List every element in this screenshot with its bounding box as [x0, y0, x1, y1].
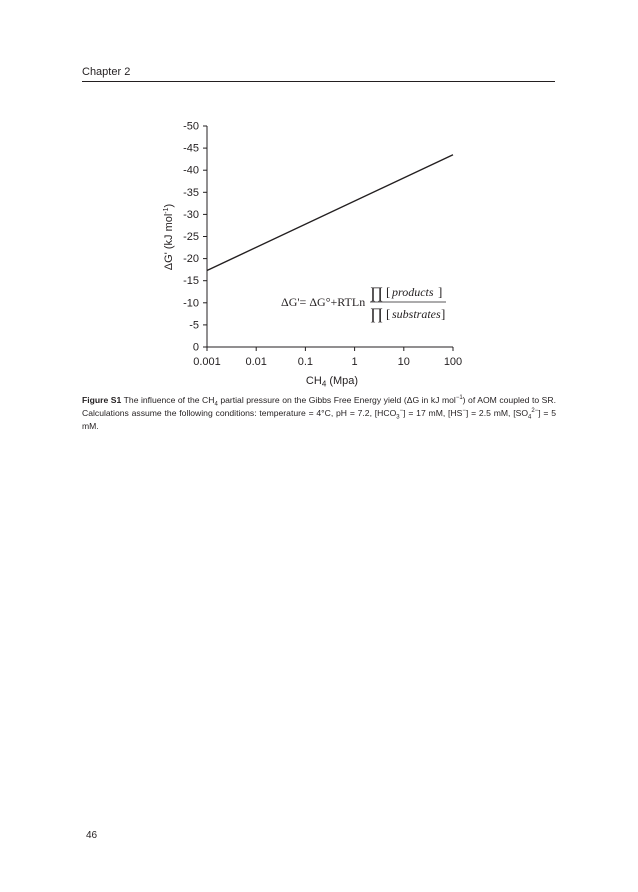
y-tick-label: -10	[183, 297, 199, 310]
caption-sup: −	[399, 408, 404, 415]
x-tick-label: 0.001	[193, 356, 221, 368]
series-line	[207, 155, 453, 271]
product-symbol-bottom: ∏	[370, 306, 384, 323]
caption-text: ) of AOM coupled to SR. Calculations assume the following conditions: temperature = 4°C, pH = 7.2, [HCO	[82, 395, 556, 418]
y-tick-label: -50	[183, 120, 199, 133]
x-axis-label-part: (Mpa)	[326, 375, 359, 387]
x-axis-ticks	[193, 347, 462, 368]
caption-sup: −	[462, 408, 466, 415]
caption-text: ] = 17 mM, [HS	[403, 408, 463, 418]
x-tick-label: 100	[443, 356, 463, 368]
y-tick-label: -35	[183, 186, 199, 199]
chart-series	[207, 155, 453, 271]
bracket-open-top: [	[386, 284, 391, 299]
y-tick-label: -45	[183, 142, 199, 155]
caption-text: ] = 5 mM.	[82, 408, 557, 431]
y-axis-label-part: ΔG' (kJ mol	[163, 213, 175, 271]
x-tick-label: 1	[351, 356, 358, 368]
caption-sub: 4	[528, 414, 532, 421]
x-axis-label	[306, 375, 358, 389]
y-tick-label: -5	[189, 319, 199, 332]
caption-sub: 4	[214, 401, 218, 408]
y-tick-label: -20	[183, 253, 199, 266]
figure-caption	[82, 394, 556, 433]
chapter-header: Chapter 2	[82, 66, 131, 78]
caption-sub: 3	[396, 414, 400, 421]
y-axis-label-part: )	[163, 203, 175, 208]
equation-annotation	[281, 284, 446, 323]
equation-numerator: products	[392, 285, 434, 299]
product-symbol-top: ∏	[370, 285, 384, 302]
x-axis-label-part: C	[305, 375, 314, 387]
y-axis-ticks	[183, 121, 207, 354]
x-tick-label: 0.01	[245, 356, 267, 368]
equation-lhs: ΔG'= ΔG°+RTLn	[281, 295, 366, 309]
page-number: 46	[86, 830, 98, 841]
x-axis-label-part: H	[313, 375, 322, 387]
bracket-close-top: ]	[438, 284, 443, 299]
caption-sup: −1	[455, 395, 463, 402]
x-axis-label-sub: 4	[321, 379, 327, 389]
bracket-close-bottom: ]	[441, 306, 446, 321]
caption-sup: 2−	[531, 408, 539, 415]
y-axis-label-sup: -1	[163, 207, 170, 214]
x-tick-label: 0.1	[297, 356, 314, 368]
y-tick-label: -40	[183, 164, 199, 177]
caption-text: ] = 2.5 mM, [SO	[465, 408, 529, 418]
x-tick-label: 10	[397, 356, 410, 368]
y-tick-label: -25	[183, 231, 199, 243]
figure-label: Figure S1	[82, 395, 122, 405]
caption-text: partial pressure on the Gibbs Free Energy yield (ΔG in kJ mol	[217, 395, 456, 405]
y-tick-label: 0	[192, 341, 199, 354]
y-tick-label: -15	[183, 275, 199, 288]
y-tick-label: -30	[183, 208, 199, 221]
y-axis-label	[163, 204, 175, 270]
bracket-open-bottom: [	[386, 306, 391, 321]
caption-text: The influence of the CH	[121, 395, 215, 405]
chart	[0, 0, 638, 392]
equation-denominator: substrates	[392, 307, 441, 321]
